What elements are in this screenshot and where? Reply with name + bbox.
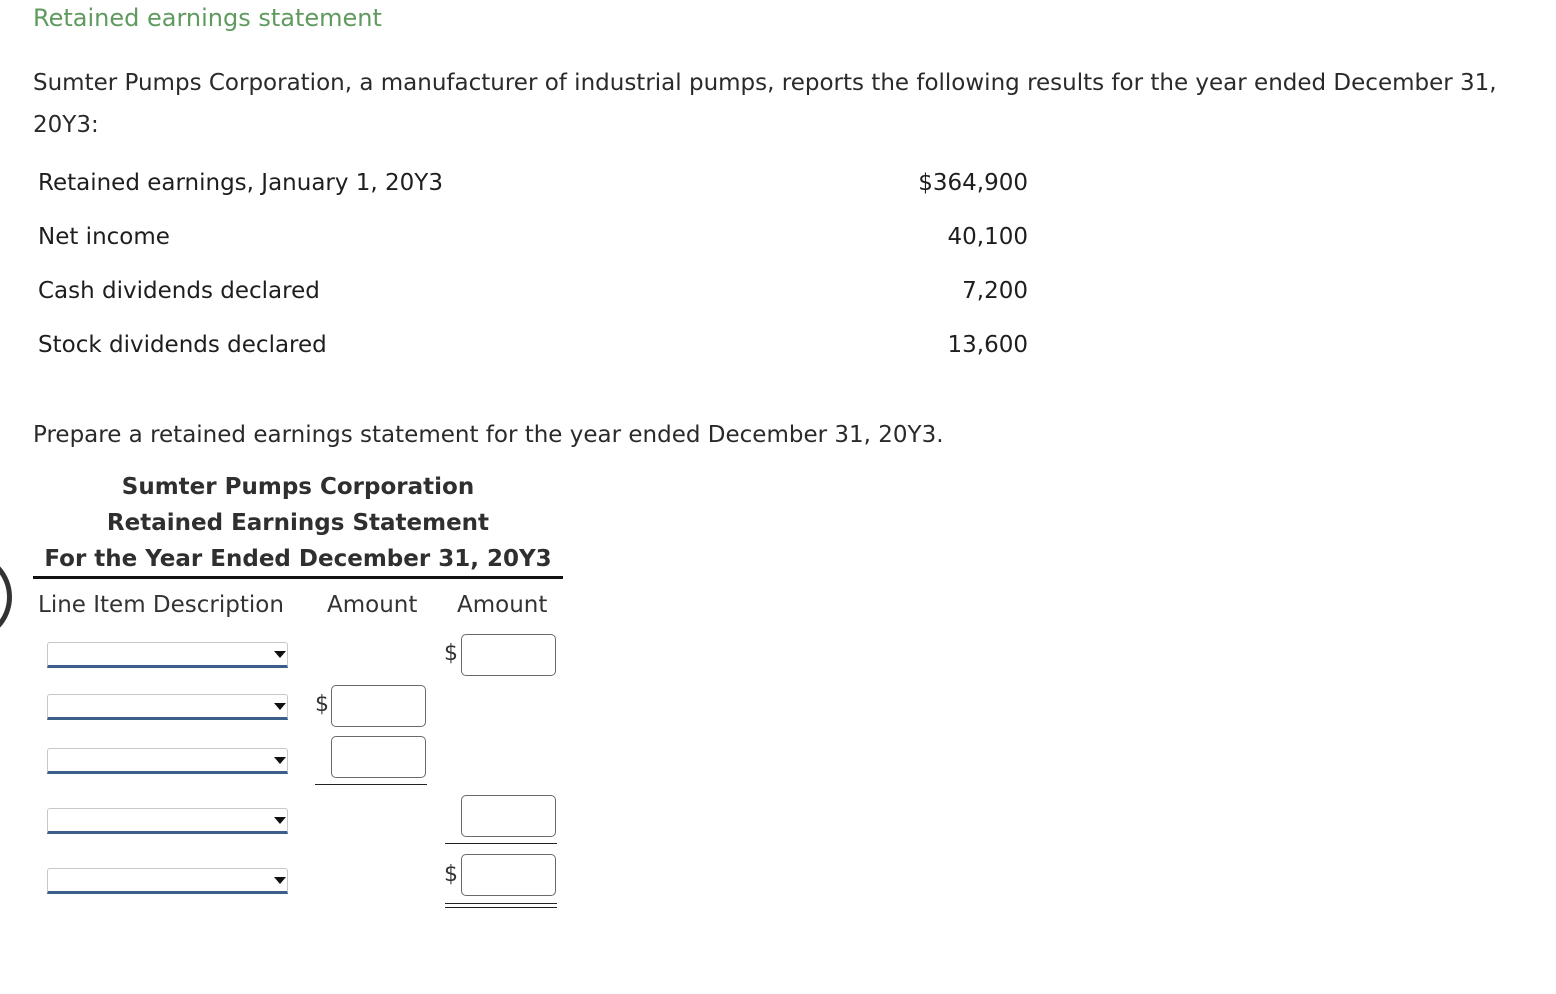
- chevron-down-icon: [274, 703, 286, 710]
- chevron-down-icon: [274, 877, 286, 884]
- statement-period: For the Year Ended December 31, 20Y3: [33, 546, 563, 579]
- line-item-dropdown-4[interactable]: [47, 808, 288, 834]
- statement-company-name: Sumter Pumps Corporation: [121, 474, 475, 500]
- given-amount: 13,600: [947, 332, 1028, 358]
- given-row: [38, 328, 1028, 382]
- statement-name: Retained Earnings Statement: [106, 510, 490, 536]
- dollar-sign: $: [444, 862, 458, 887]
- given-label: Retained earnings, January 1, 20Y3: [38, 170, 443, 196]
- amount2-input-row5[interactable]: [461, 854, 556, 896]
- column-header-description: Line Item Description: [38, 592, 284, 618]
- amount1-input-row2[interactable]: [331, 685, 426, 727]
- given-row: [38, 274, 1028, 328]
- chevron-down-icon: [274, 651, 286, 658]
- given-label: Cash dividends declared: [38, 278, 320, 304]
- given-amount: 40,100: [947, 224, 1028, 250]
- total-underline: [445, 843, 557, 844]
- line-item-dropdown-5[interactable]: [47, 868, 288, 894]
- given-row: [38, 220, 1028, 274]
- instruction-text: Prepare a retained earnings statement for the year ended December 31, 20Y3.: [33, 422, 944, 448]
- chevron-down-icon: [274, 817, 286, 824]
- final-double-underline: [445, 903, 557, 908]
- given-amount: $364,900: [918, 170, 1028, 196]
- amount2-input-row1[interactable]: [461, 634, 556, 676]
- page-title: Retained earnings statement: [33, 4, 382, 32]
- given-data-table: [38, 166, 1028, 382]
- column-header-amount-2: Amount: [457, 592, 548, 618]
- given-label: Net income: [38, 224, 170, 250]
- amount2-input-row4[interactable]: [461, 795, 556, 837]
- given-label: Stock dividends declared: [38, 332, 327, 358]
- chevron-down-icon: [274, 757, 286, 764]
- column-header-amount-1: Amount: [327, 592, 418, 618]
- dollar-sign: $: [315, 692, 329, 717]
- given-row: [38, 166, 1028, 220]
- line-item-dropdown-3[interactable]: [47, 748, 288, 774]
- problem-intro: Sumter Pumps Corporation, a manufacturer of industrial pumps, reports the following results for the year ended December 31, 20Y3:: [33, 70, 1497, 138]
- dollar-sign: $: [444, 641, 458, 666]
- scroll-indicator-arc: [0, 552, 12, 642]
- line-item-dropdown-1[interactable]: [47, 642, 288, 668]
- given-amount: 7,200: [962, 278, 1028, 304]
- subtotal-underline: [315, 784, 427, 785]
- line-item-dropdown-2[interactable]: [47, 694, 288, 720]
- amount1-input-row3[interactable]: [331, 736, 426, 778]
